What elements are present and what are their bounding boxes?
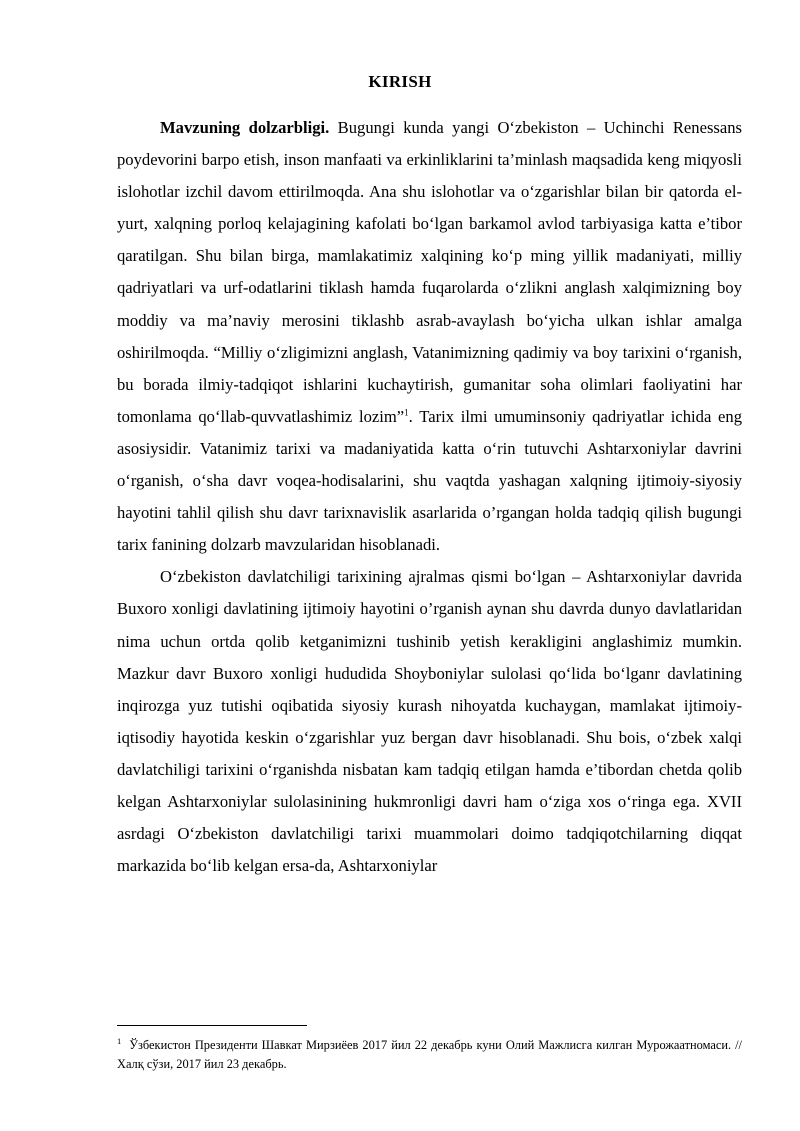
paragraph-lead: Mavzuning dolzarbligi. (160, 118, 330, 137)
paragraph-text: . Tarix ilmi umuminsoniy qadriyatlar ichida eng asosiysidir. Vatanimiz tarixi va madaniyatida katta o‘rin tutuvchi Ashtarxoniylar davrini o‘rganish, o‘sha davr voqea-hodisalarini, shu vaqtda yashagan xalqning ijtimoiy-siyosiy hayotini tahlil qilish shu davr tarixnavislik asarlarida o’rgangan holda tadqiq qilish bugungi tarix fanining dolzarb mavzularidan hisoblanadi. (117, 406, 742, 555)
footnote-text: Ўзбекистон Президенти Шавкат Мирзиёев 2017 йил 22 декабрь куни Олий Мажлисга килган Мурожаатномаси. // Халқ сўзи, 2017 йил 23 декабрь. (117, 1038, 742, 1071)
footnote (117, 1036, 742, 1074)
footnote-separator (117, 1025, 307, 1026)
body-text (117, 112, 742, 882)
footnote-mark: 1 (117, 1035, 122, 1046)
page-title: KIRISH (368, 72, 432, 91)
paragraph-1 (117, 112, 742, 561)
paragraph-text: Bugungi kunda yangi O‘zbekiston – Uchinchi Renessans poydevorini barpo etish, inson manfaati va erkinliklarini ta’minlash maqsadida keng miqyosli islohotlar izchil davom ettirilmoqda. Ana shu islohotlar va o‘zgarishlar bilan bir qatorda el-yurt, xalqning porloq kelajagining kafolati bo‘lgan barkamol avlod tarbiyasiga katta e’tibor qaratilgan. Shu bilan birga, mamlakatimiz xalqining ko‘p ming yillik madaniyati, milliy qadriyatlari va urf-odatlarini tiklash hamda fuqarolarda o‘zlikni anglash xalqimizning boy moddiy va ma’naviy merosini tiklashb asrab-avaylash bo‘yicha ulkan ishlar amalga oshirilmoqda. “Milliy o‘zligimizni anglash, Vatanimizning qadimiy va boy tarixini o‘rganish, bu borada ilmiy-tadqiqot ishlarini kuchaytirish, gumanitar soha olimlari faoliyatini har tomonlama qo‘llab-quvvatlashimiz lozim” (117, 118, 742, 426)
paragraph-2: O‘zbekiston davlatchiligi tarixining ajralmas qismi bo‘lgan – Ashtarxoniylar davrida Buxoro xonligi davlatining ijtimoiy hayotini o’rganish aynan shu davrda dunyo davlatlaridan nima uchun ortda qolib ketganimizni tushinib yetish kerakligini anglashimiz mumkin. Mazkur davr Buxoro xonligi hududida Shoyboniylar sulolasi qo‘lida bo‘lganr davlatining inqirozga yuz tutishi oqibatida siyosiy kurash nihoyatda kuchaygan, mamlakat ijtimoiy-iqtisodiy hayotida keskin o‘zgarishlar yuz bergan davr hisoblanadi. Shu bois, o‘zbek xalqi davlatchiligi tarixini o‘rganishda nisbatan kam tadqiq etilgan hamda e’tibordan chetda qolib kelgan Ashtarxoniylar sulolasinining hukmronligi davri ham o‘ziga xos o‘ringa ega. XVII asrdagi O‘zbekiston davlatchiligi tarixi muammolari doimo tadqiqotchilarning diqqat markazida bo‘lib kelgan ersa-da, Ashtarxoniylar (117, 567, 742, 876)
footnote-reference[interactable]: 1 (404, 407, 409, 418)
